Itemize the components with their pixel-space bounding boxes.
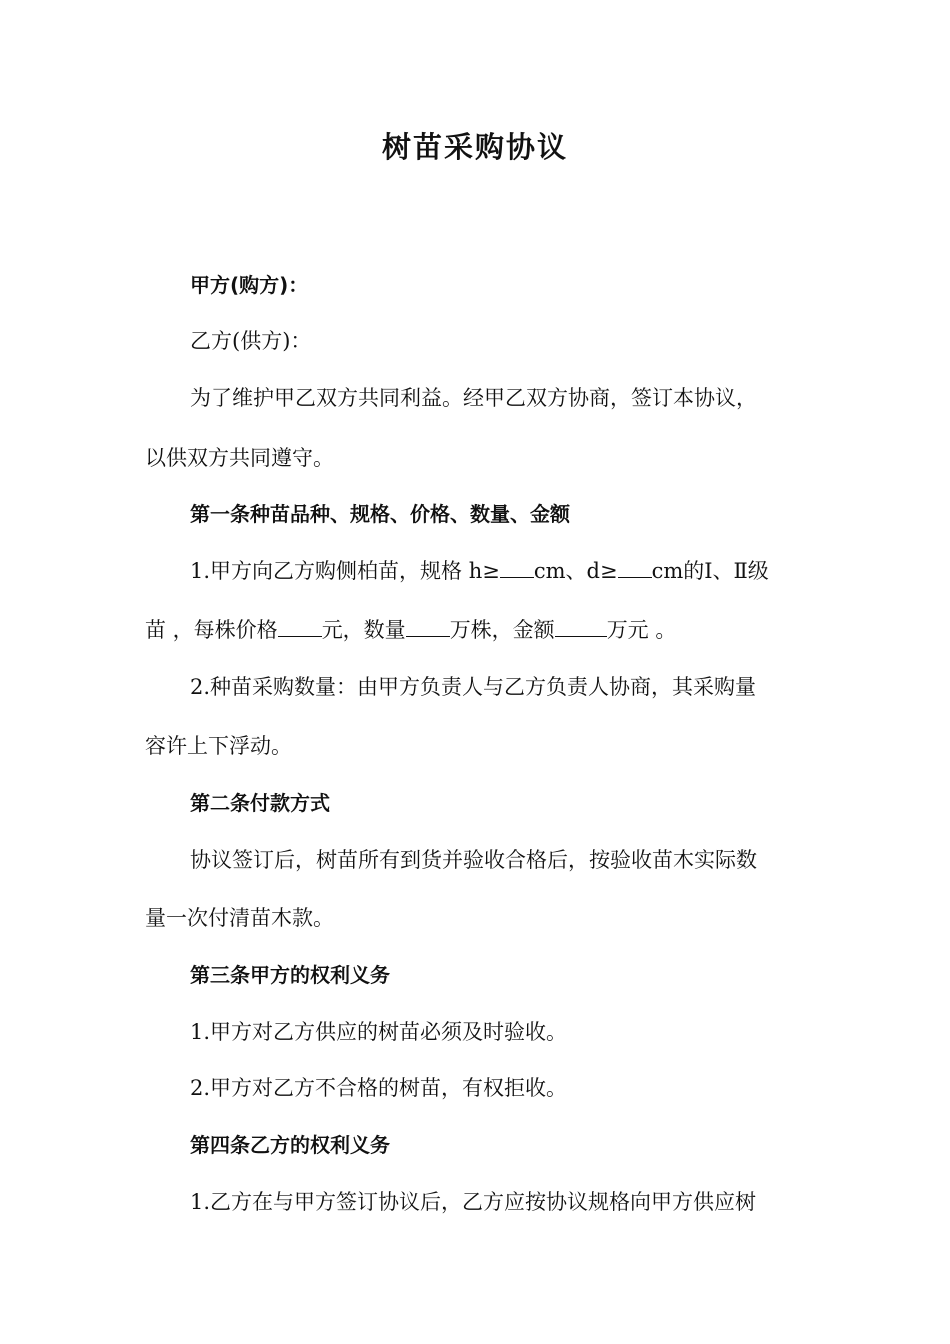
article-4-item-1-line-1: 1.乙方在与甲方签订协议后，乙方应按协议规格向甲方供应树 [190, 1190, 757, 1214]
preamble-line-1: 为了维护甲乙双方共同利益。经甲乙双方协商，签订本协议， [190, 386, 757, 410]
party-b-label: 乙方(供方)： [190, 329, 312, 353]
article-1-item-2-line-1: 2.种苗采购数量：由甲方负责人与乙方负责人协商，其采购量 [190, 675, 757, 699]
blank-diameter [618, 557, 652, 578]
text-segment: 元，数量 [321, 618, 406, 642]
article-1-heading: 第一条种苗品种、规格、价格、数量、金额 [190, 502, 570, 526]
article-2-text-line-1: 协议签订后，树苗所有到货并验收合格后，按验收苗木实际数 [190, 848, 757, 872]
article-2-heading: 第二条付款方式 [190, 791, 330, 815]
text-segment: cm的Ⅰ、Ⅱ级 [651, 559, 769, 583]
article-1-item-1-line-2 [145, 615, 676, 645]
article-3-item-1: 1.甲方对乙方供应的树苗必须及时验收。 [190, 1020, 568, 1044]
article-3-item-2: 2.甲方对乙方不合格的树苗，有权拒收。 [190, 1076, 568, 1100]
text-segment: 1.甲方向乙方购侧柏苗，规格 h≥ [190, 559, 500, 583]
article-4-heading: 第四条乙方的权利义务 [190, 1133, 390, 1157]
blank-height [500, 557, 534, 578]
blank-quantity [406, 616, 450, 637]
document-title: 树苗采购协议 [381, 130, 568, 164]
text-segment: cm、d≥ [533, 559, 618, 583]
text-segment: 万株，金额 [449, 618, 555, 642]
party-a-label: 甲方(购方)： [190, 273, 309, 297]
article-1-item-2-line-2: 容许上下浮动。 [145, 734, 292, 758]
blank-amount [555, 616, 607, 637]
text-segment: 万元 。 [606, 618, 677, 642]
article-1-item-1-line-1 [190, 556, 769, 586]
blank-price [278, 616, 322, 637]
preamble-line-2: 以供双方共同遵守。 [145, 446, 334, 470]
text-segment: 苗 ，每株价格 [145, 618, 278, 642]
article-3-heading: 第三条甲方的权利义务 [190, 963, 390, 987]
article-2-text-line-2: 量一次付清苗木款。 [145, 906, 334, 930]
